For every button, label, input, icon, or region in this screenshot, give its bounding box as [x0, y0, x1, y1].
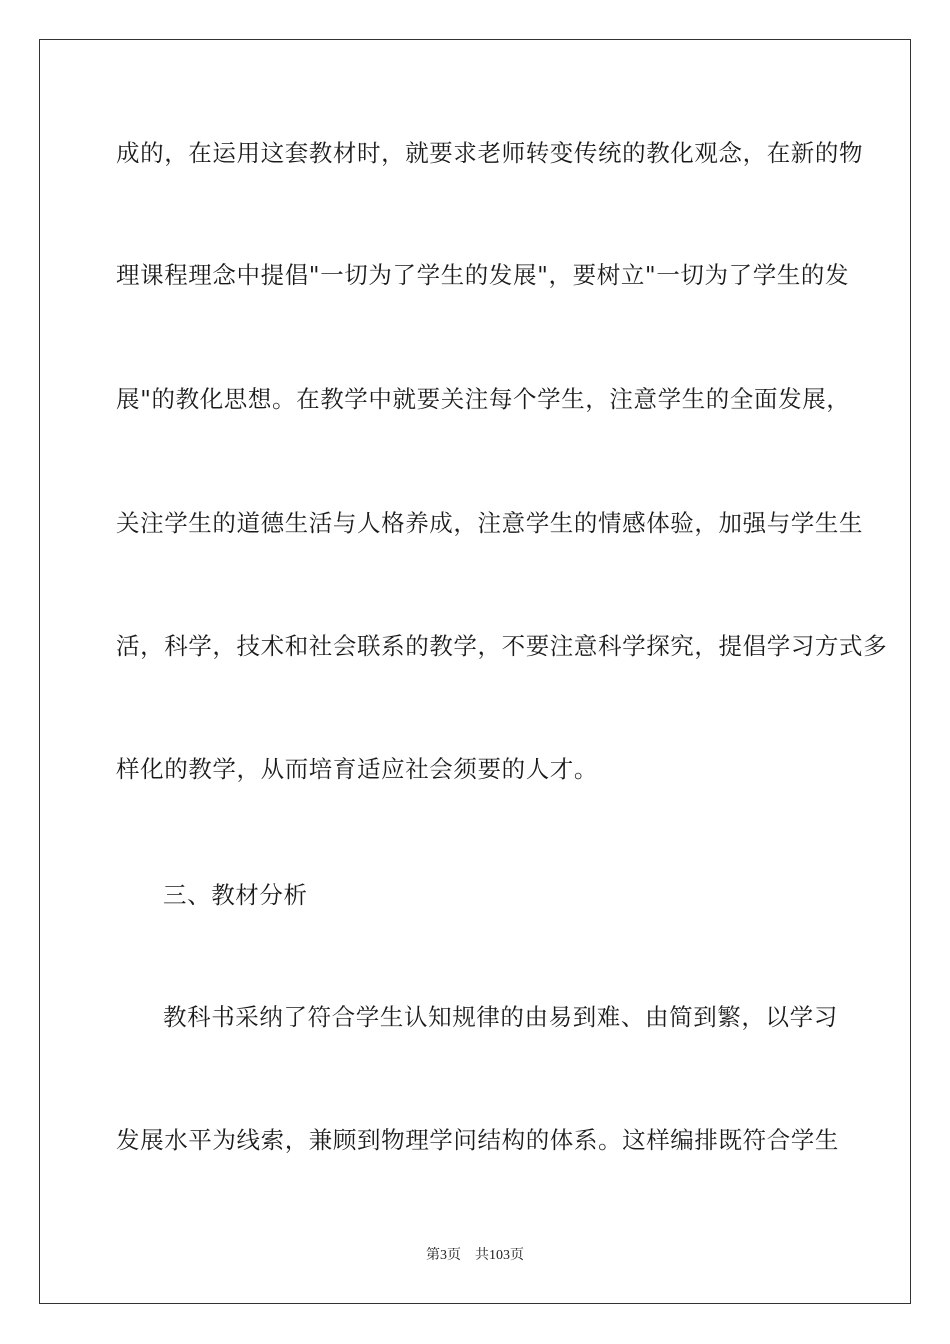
body-line-5: 活，科学，技术和社会联系的教学，不要注意科学探究，提倡学习方式多 [116, 632, 888, 660]
body-line-1: 成的，在运用这套教材时，就要求老师转变传统的教化观念，在新的物 [116, 139, 864, 167]
body-line-2: 理课程理念中提倡"一切为了学生的发展"，要树立"一切为了学生的发 [116, 261, 850, 289]
body-line-3: 展"的教化思想。在教学中就要关注每个学生，注意学生的全面发展， [116, 385, 851, 413]
page-border [39, 39, 911, 1304]
page-number: 第3页 [426, 1248, 461, 1263]
page-footer [0, 1247, 950, 1265]
body-line-4: 关注学生的道德生活与人格养成，注意学生的情感体验，加强与学生生 [116, 509, 864, 537]
paragraph2-line-2: 发展水平为线索，兼顾到物理学问结构的体系。这样编排既符合学生 [116, 1126, 839, 1154]
body-line-6: 样化的教学，从而培育适应社会须要的人才。 [116, 755, 598, 783]
page-total: 共103页 [475, 1248, 524, 1263]
paragraph2-line-1: 教科书采纳了符合学生认知规律的由易到难、由简到繁，以学习 [163, 1003, 838, 1031]
section-heading: 三、教材分析 [163, 881, 308, 909]
